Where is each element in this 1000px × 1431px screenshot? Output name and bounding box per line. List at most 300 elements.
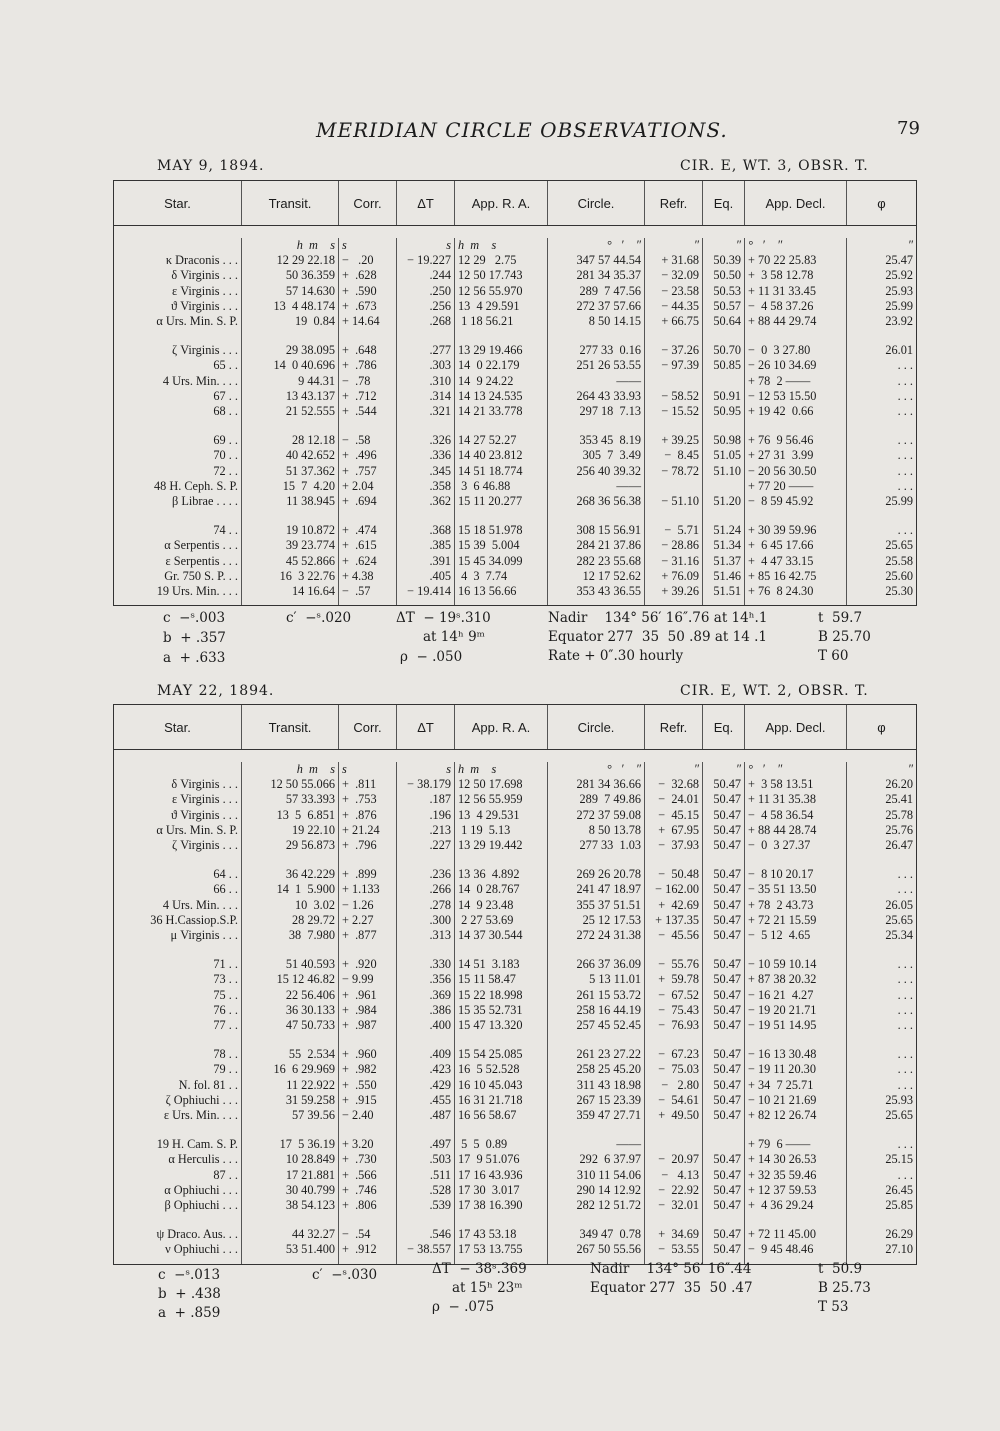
cell-eq: 50.39 bbox=[703, 253, 745, 268]
cell-transit: 10 28.849 bbox=[242, 1152, 339, 1167]
cell-delta-t: .326 bbox=[397, 433, 455, 448]
section-date: MAY 22, 1894. bbox=[157, 683, 275, 699]
cell-corr: + .961 bbox=[339, 988, 397, 1003]
gap-cell bbox=[548, 329, 645, 343]
cell-app-ra: 16 5 52.528 bbox=[455, 1062, 548, 1077]
unit-app-ra: h m s bbox=[455, 762, 548, 777]
cell-phi: . . . bbox=[897, 867, 913, 882]
cell-eq: 50.47 bbox=[703, 808, 745, 823]
cell-corr: − .57 bbox=[339, 584, 397, 599]
pad-cell bbox=[847, 599, 916, 605]
group-gap bbox=[114, 1033, 916, 1047]
cell-app-decl: + 3 58 12.78 bbox=[745, 268, 847, 283]
table-row bbox=[114, 1168, 916, 1183]
gap-cell bbox=[703, 329, 745, 343]
footer-delta-t-at: at 14ʰ 9ᵐ bbox=[423, 629, 485, 645]
cell-phi: . . . bbox=[897, 1077, 913, 1092]
column-header-refr: Refr. bbox=[645, 705, 703, 749]
cell-delta-t: .405 bbox=[397, 569, 455, 584]
cell-app-ra: 14 9 23.48 bbox=[455, 898, 548, 913]
cell-app-ra: 13 29 19.442 bbox=[455, 838, 548, 853]
cell-star: 79 . . bbox=[114, 1062, 242, 1077]
footer-cprime: c′ −ˢ.030 bbox=[312, 1267, 378, 1283]
cell-star: α Ophiuchi . . . bbox=[114, 1183, 242, 1198]
cell-transit: 50 36.359 bbox=[242, 268, 339, 283]
cell-app-decl: + 19 42 0.66 bbox=[745, 404, 847, 419]
cell-eq: 51.20 bbox=[703, 494, 745, 509]
cell-phi: 25.58 bbox=[885, 553, 913, 568]
gap-cell bbox=[339, 329, 397, 343]
cell-circle: 281 34 35.37 bbox=[548, 268, 645, 283]
cell-app-decl: + 87 38 20.32 bbox=[745, 972, 847, 987]
cell-phi: 23.92 bbox=[885, 314, 913, 329]
cell-app-ra: 15 45 34.099 bbox=[455, 554, 548, 569]
gap-cell bbox=[703, 1033, 745, 1047]
cell-phi: 25.78 bbox=[885, 807, 913, 822]
cell-corr: + .590 bbox=[339, 284, 397, 299]
table-row bbox=[114, 494, 916, 509]
gap-cell bbox=[645, 1213, 703, 1227]
table-row bbox=[114, 838, 916, 853]
cell-transit: 13 5 6.851 bbox=[242, 808, 339, 823]
group-gap bbox=[114, 509, 916, 523]
cell-refr: − 76.93 bbox=[645, 1018, 703, 1033]
page-title: MERIDIAN CIRCLE OBSERVATIONS. bbox=[316, 118, 728, 142]
cell-transit: 55 2.534 bbox=[242, 1047, 339, 1062]
cell-refr: + 76.09 bbox=[645, 569, 703, 584]
unit-refr: ″ bbox=[645, 762, 703, 777]
cell-delta-t: .313 bbox=[397, 928, 455, 943]
cell-transit: 21 52.555 bbox=[242, 404, 339, 419]
cell-app-ra: 15 22 18.998 bbox=[455, 988, 548, 1003]
cell-corr: + 2.27 bbox=[339, 913, 397, 928]
cell-transit: 15 12 46.82 bbox=[242, 972, 339, 987]
cell-phi: . . . bbox=[897, 388, 913, 403]
cell-star: ν Ophiuchi . . . bbox=[114, 1242, 242, 1257]
cell-refr: − 5.71 bbox=[645, 523, 703, 538]
cell-corr: − .20 bbox=[339, 253, 397, 268]
cell-app-decl: + 11 31 33.45 bbox=[745, 284, 847, 299]
cell-app-decl: − 5 12 4.65 bbox=[745, 928, 847, 943]
cell-transit: 22 56.406 bbox=[242, 988, 339, 1003]
cell-refr: − 37.26 bbox=[645, 343, 703, 358]
cell-app-ra: 14 9 24.22 bbox=[455, 374, 548, 389]
cell-app-ra: 16 31 21.718 bbox=[455, 1093, 548, 1108]
cell-phi: . . . bbox=[897, 433, 913, 448]
cell-phi: 25.30 bbox=[885, 584, 913, 599]
group-gap bbox=[114, 329, 916, 343]
gap-cell bbox=[339, 1033, 397, 1047]
gap-cell bbox=[455, 1213, 548, 1227]
gap-cell bbox=[548, 943, 645, 957]
cell-app-decl: + 27 31 3.99 bbox=[745, 448, 847, 463]
cell-eq: 50.47 bbox=[703, 777, 745, 792]
cell-circle: 353 43 36.55 bbox=[548, 584, 645, 599]
page-header bbox=[0, 118, 1000, 142]
cell-app-decl: + 78 2 43.73 bbox=[745, 898, 847, 913]
cell-refr: + 66.75 bbox=[645, 314, 703, 329]
table-row bbox=[114, 464, 916, 479]
table-row bbox=[114, 1183, 916, 1198]
cell-app-ra: 14 0 22.179 bbox=[455, 358, 548, 373]
cell-app-ra: 17 43 53.18 bbox=[455, 1227, 548, 1242]
cell-star: μ Virginis . . . bbox=[114, 928, 242, 943]
table-row bbox=[114, 882, 916, 897]
gap-cell bbox=[847, 1123, 916, 1137]
gap-cell bbox=[455, 1123, 548, 1137]
cell-star: 78 . . bbox=[114, 1047, 242, 1062]
cell-circle: 349 47 0.78 bbox=[548, 1227, 645, 1242]
cell-app-decl: − 8 59 45.92 bbox=[745, 494, 847, 509]
table-row bbox=[114, 374, 916, 389]
cell-corr: + .628 bbox=[339, 268, 397, 283]
cell-refr: − 4.13 bbox=[645, 1168, 703, 1183]
cell-phi: 25.85 bbox=[885, 1198, 913, 1213]
gap-cell bbox=[242, 509, 339, 523]
cell-corr: + 14.64 bbox=[339, 314, 397, 329]
gap-cell bbox=[339, 419, 397, 433]
gap-cell bbox=[455, 509, 548, 523]
cell-app-decl: + 72 21 15.59 bbox=[745, 913, 847, 928]
cell-corr: + .877 bbox=[339, 928, 397, 943]
cell-star: 66 . . bbox=[114, 882, 242, 897]
cell-app-decl: + 78 2 —— bbox=[745, 374, 847, 389]
cell-delta-t: .400 bbox=[397, 1018, 455, 1033]
cell-star: 36 H.Cassiop.S.P. bbox=[114, 913, 242, 928]
cell-app-ra: 14 0 28.767 bbox=[455, 882, 548, 897]
unit-delta-t: s bbox=[397, 762, 455, 777]
gap-cell bbox=[114, 853, 242, 867]
cell-transit: 13 43.137 bbox=[242, 389, 339, 404]
cell-star: ϑ Virginis . . . bbox=[114, 808, 242, 823]
gap-cell bbox=[645, 853, 703, 867]
cell-app-ra: 15 54 25.085 bbox=[455, 1047, 548, 1062]
table-row bbox=[114, 389, 916, 404]
cell-transit: 51 40.593 bbox=[242, 957, 339, 972]
cell-star: 74 . . bbox=[114, 523, 242, 538]
cell-refr: − 55.76 bbox=[645, 957, 703, 972]
cell-phi: 25.15 bbox=[885, 1152, 913, 1167]
pad-cell bbox=[339, 1258, 397, 1264]
cell-refr: + 31.68 bbox=[645, 253, 703, 268]
cell-eq: 51.37 bbox=[703, 554, 745, 569]
cell-app-decl: + 34 7 25.71 bbox=[745, 1078, 847, 1093]
pad-cell bbox=[455, 599, 548, 605]
cell-phi: 25.99 bbox=[885, 298, 913, 313]
cell-transit: 45 52.866 bbox=[242, 554, 339, 569]
cell-circle: —— bbox=[548, 374, 645, 389]
cell-circle: 272 24 31.38 bbox=[548, 928, 645, 943]
cell-transit: 10 3.02 bbox=[242, 898, 339, 913]
cell-corr: + .796 bbox=[339, 838, 397, 853]
gap-cell bbox=[114, 419, 242, 433]
cell-star: ε Serpentis . . . bbox=[114, 554, 242, 569]
cell-delta-t: .345 bbox=[397, 464, 455, 479]
cell-delta-t: .227 bbox=[397, 838, 455, 853]
table-row bbox=[114, 777, 916, 792]
cell-corr: + .876 bbox=[339, 808, 397, 823]
cell-corr: + .984 bbox=[339, 1003, 397, 1018]
section-instrument: CIR. E, WT. 3, OBSR. T. bbox=[680, 158, 869, 174]
gap-cell bbox=[645, 329, 703, 343]
cell-eq: 50.47 bbox=[703, 1018, 745, 1033]
cell-circle: 289 7 47.56 bbox=[548, 284, 645, 299]
cell-transit: 14 0 40.696 bbox=[242, 358, 339, 373]
table-row bbox=[114, 584, 916, 599]
cell-app-decl: + 12 37 59.53 bbox=[745, 1183, 847, 1198]
cell-circle: 258 25 45.20 bbox=[548, 1062, 645, 1077]
cell-circle: 12 17 52.62 bbox=[548, 569, 645, 584]
table-row bbox=[114, 1078, 916, 1093]
gap-cell bbox=[548, 853, 645, 867]
cell-circle: —— bbox=[548, 1137, 645, 1152]
cell-corr: + .624 bbox=[339, 554, 397, 569]
cell-circle: 272 37 57.66 bbox=[548, 299, 645, 314]
cell-transit: 14 16.64 bbox=[242, 584, 339, 599]
cell-star: 77 . . bbox=[114, 1018, 242, 1033]
cell-eq: 50.47 bbox=[703, 957, 745, 972]
cell-phi: . . . bbox=[897, 478, 913, 493]
cell-app-decl: − 9 45 48.46 bbox=[745, 1242, 847, 1257]
cell-eq: 50.47 bbox=[703, 928, 745, 943]
cell-circle: 241 47 18.97 bbox=[548, 882, 645, 897]
cell-phi: . . . bbox=[897, 972, 913, 987]
cell-phi: 26.29 bbox=[885, 1227, 913, 1242]
cell-corr: − 1.26 bbox=[339, 898, 397, 913]
cell-star: 19 Urs. Min. . . . bbox=[114, 584, 242, 599]
pad-cell bbox=[745, 599, 847, 605]
cell-delta-t: .303 bbox=[397, 358, 455, 373]
cell-delta-t: .362 bbox=[397, 494, 455, 509]
unit-transit: h m s bbox=[242, 762, 339, 777]
cell-transit: 57 39.56 bbox=[242, 1108, 339, 1123]
cell-app-ra: 1 19 5.13 bbox=[455, 823, 548, 838]
cell-eq: 50.47 bbox=[703, 1062, 745, 1077]
gap-cell bbox=[745, 1033, 847, 1047]
cell-circle: 266 37 36.09 bbox=[548, 957, 645, 972]
gap-cell bbox=[339, 853, 397, 867]
cell-refr: − 22.92 bbox=[645, 1183, 703, 1198]
cell-phi: 25.65 bbox=[885, 1108, 913, 1123]
cell-app-ra: 15 11 20.277 bbox=[455, 494, 548, 509]
column-header-eq: Eq. bbox=[703, 181, 745, 225]
cell-corr: + 3.20 bbox=[339, 1137, 397, 1152]
cell-phi: 25.34 bbox=[885, 928, 913, 943]
cell-phi: . . . bbox=[897, 463, 913, 478]
pad-cell bbox=[114, 599, 242, 605]
cell-app-ra: 15 11 58.47 bbox=[455, 972, 548, 987]
cell-phi: 26.05 bbox=[885, 897, 913, 912]
footer-nadir: Nadir 134° 56′ 16″.76 at 14ʰ.1 bbox=[548, 610, 768, 626]
table-row bbox=[114, 268, 916, 283]
cell-corr: − 9.99 bbox=[339, 972, 397, 987]
cell-phi: 25.65 bbox=[885, 538, 913, 553]
cell-eq: 50.47 bbox=[703, 792, 745, 807]
cell-delta-t: .546 bbox=[397, 1227, 455, 1242]
gap-cell bbox=[745, 1123, 847, 1137]
cell-transit: 19 10.872 bbox=[242, 523, 339, 538]
cell-star: 67 . . bbox=[114, 389, 242, 404]
table-bottom-pad bbox=[114, 599, 916, 605]
cell-app-decl: − 4 58 37.26 bbox=[745, 299, 847, 314]
cell-circle: 292 6 37.97 bbox=[548, 1152, 645, 1167]
table-row bbox=[114, 569, 916, 584]
units-row bbox=[114, 750, 916, 777]
cell-circle: 261 23 27.22 bbox=[548, 1047, 645, 1062]
cell-circle: 305 7 3.49 bbox=[548, 448, 645, 463]
cell-app-decl: + 88 44 28.74 bbox=[745, 823, 847, 838]
cell-eq: 50.47 bbox=[703, 1183, 745, 1198]
group-gap bbox=[114, 419, 916, 433]
cell-transit: 39 23.774 bbox=[242, 538, 339, 553]
cell-delta-t: .409 bbox=[397, 1047, 455, 1062]
cell-eq: 50.53 bbox=[703, 284, 745, 299]
cell-star: ζ Ophiuchi . . . bbox=[114, 1093, 242, 1108]
cell-eq: 50.47 bbox=[703, 838, 745, 853]
group-gap bbox=[114, 943, 916, 957]
gap-cell bbox=[397, 853, 455, 867]
cell-delta-t: .497 bbox=[397, 1137, 455, 1152]
column-header-corr: Corr. bbox=[339, 705, 397, 749]
gap-cell bbox=[397, 1123, 455, 1137]
cell-corr: + 21.24 bbox=[339, 823, 397, 838]
footer-cprime: c′ −ˢ.020 bbox=[286, 610, 352, 626]
footer-nadir: Nadir 134° 56′ 16″.44 bbox=[590, 1261, 752, 1277]
gap-cell bbox=[703, 419, 745, 433]
cell-star: α Serpentis . . . bbox=[114, 538, 242, 553]
cell-corr: + .550 bbox=[339, 1078, 397, 1093]
cell-circle: 25 12 17.53 bbox=[548, 913, 645, 928]
gap-cell bbox=[847, 1033, 916, 1047]
cell-eq: 50.47 bbox=[703, 1093, 745, 1108]
column-header-star: Star. bbox=[114, 705, 242, 749]
cell-app-ra: 14 40 23.812 bbox=[455, 448, 548, 463]
cell-app-decl: − 10 59 10.14 bbox=[745, 957, 847, 972]
table-row bbox=[114, 1062, 916, 1077]
cell-delta-t: .256 bbox=[397, 299, 455, 314]
table-row bbox=[114, 823, 916, 838]
cell-refr: − 15.52 bbox=[645, 404, 703, 419]
cell-app-decl: + 70 22 25.83 bbox=[745, 253, 847, 268]
table-header bbox=[114, 705, 916, 750]
table-row bbox=[114, 1198, 916, 1213]
gap-cell bbox=[645, 943, 703, 957]
cell-eq bbox=[703, 479, 745, 494]
cell-eq: 50.85 bbox=[703, 358, 745, 373]
cell-circle: 281 34 36.66 bbox=[548, 777, 645, 792]
cell-corr: + 4.38 bbox=[339, 569, 397, 584]
group-gap bbox=[114, 1123, 916, 1137]
footer-t: t 50.9 bbox=[818, 1261, 863, 1277]
cell-delta-t: .358 bbox=[397, 479, 455, 494]
cell-phi: . . . bbox=[897, 1137, 913, 1152]
cell-star: δ Virginis . . . bbox=[114, 268, 242, 283]
cell-delta-t: .330 bbox=[397, 957, 455, 972]
cell-delta-t: .250 bbox=[397, 284, 455, 299]
column-header-delta-t: ΔT bbox=[397, 181, 455, 225]
footer-equator: Equator 277 35 50 .47 bbox=[590, 1280, 753, 1296]
cell-app-ra: 16 56 58.67 bbox=[455, 1108, 548, 1123]
table-row bbox=[114, 523, 916, 538]
cell-app-decl: + 76 8 24.30 bbox=[745, 584, 847, 599]
unit-circle: ° ′ ″ bbox=[548, 762, 645, 777]
gap-cell bbox=[114, 943, 242, 957]
footer-b: b + .438 bbox=[158, 1286, 221, 1302]
cell-transit: 38 54.123 bbox=[242, 1198, 339, 1213]
cell-refr: − 67.23 bbox=[645, 1047, 703, 1062]
table-row bbox=[114, 1242, 916, 1257]
cell-corr: − .58 bbox=[339, 433, 397, 448]
units-row bbox=[114, 226, 916, 253]
table-row bbox=[114, 554, 916, 569]
cell-refr: − 51.10 bbox=[645, 494, 703, 509]
cell-app-decl: + 76 9 56.46 bbox=[745, 433, 847, 448]
footer-rho: ρ − .075 bbox=[432, 1299, 495, 1315]
column-header-app-decl: App. Decl. bbox=[745, 181, 847, 225]
cell-app-ra: 12 56 55.970 bbox=[455, 284, 548, 299]
cell-delta-t: .300 bbox=[397, 913, 455, 928]
table-row bbox=[114, 957, 916, 972]
footer-t: t 59.7 bbox=[818, 610, 863, 626]
cell-transit: 29 56.873 bbox=[242, 838, 339, 853]
cell-delta-t: .385 bbox=[397, 538, 455, 553]
unit-delta-t: s bbox=[397, 238, 455, 253]
cell-app-ra: 12 29 2.75 bbox=[455, 253, 548, 268]
footer-barometer: B 25.70 bbox=[818, 629, 871, 645]
cell-app-decl: + 85 16 42.75 bbox=[745, 569, 847, 584]
cell-eq: 50.47 bbox=[703, 913, 745, 928]
cell-star: 72 . . bbox=[114, 464, 242, 479]
cell-star: α Herculis . . . bbox=[114, 1152, 242, 1167]
cell-delta-t: − 19.227 bbox=[397, 253, 455, 268]
cell-delta-t: .321 bbox=[397, 404, 455, 419]
cell-delta-t: .368 bbox=[397, 523, 455, 538]
pad-cell bbox=[242, 1258, 339, 1264]
cell-app-decl: − 12 53 15.50 bbox=[745, 389, 847, 404]
cell-delta-t: .213 bbox=[397, 823, 455, 838]
cell-app-ra: 15 35 52.731 bbox=[455, 1003, 548, 1018]
cell-corr: + .648 bbox=[339, 343, 397, 358]
cell-app-decl: − 4 58 36.54 bbox=[745, 808, 847, 823]
gap-cell bbox=[397, 1213, 455, 1227]
cell-eq: 50.47 bbox=[703, 1198, 745, 1213]
pad-cell bbox=[339, 599, 397, 605]
cell-app-ra: 17 16 43.936 bbox=[455, 1168, 548, 1183]
column-header-app-ra: App. R. A. bbox=[455, 181, 548, 225]
cell-circle: 277 33 1.03 bbox=[548, 838, 645, 853]
cell-refr: − 32.09 bbox=[645, 268, 703, 283]
gap-cell bbox=[745, 419, 847, 433]
cell-delta-t: .487 bbox=[397, 1108, 455, 1123]
cell-eq: 50.47 bbox=[703, 898, 745, 913]
gap-cell bbox=[548, 1033, 645, 1047]
gap-cell bbox=[242, 853, 339, 867]
cell-phi: 25.47 bbox=[885, 253, 913, 268]
pad-cell bbox=[703, 599, 745, 605]
cell-corr: + 2.04 bbox=[339, 479, 397, 494]
cell-app-ra: 14 21 33.778 bbox=[455, 404, 548, 419]
cell-refr: − 32.01 bbox=[645, 1198, 703, 1213]
cell-app-ra: 16 10 45.043 bbox=[455, 1078, 548, 1093]
column-header-refr: Refr. bbox=[645, 181, 703, 225]
gap-cell bbox=[339, 1123, 397, 1137]
cell-circle: 289 7 49.86 bbox=[548, 792, 645, 807]
cell-corr: + .806 bbox=[339, 1198, 397, 1213]
table-row bbox=[114, 358, 916, 373]
cell-eq: 50.47 bbox=[703, 1152, 745, 1167]
unit-star bbox=[114, 238, 242, 253]
table-row bbox=[114, 253, 916, 268]
